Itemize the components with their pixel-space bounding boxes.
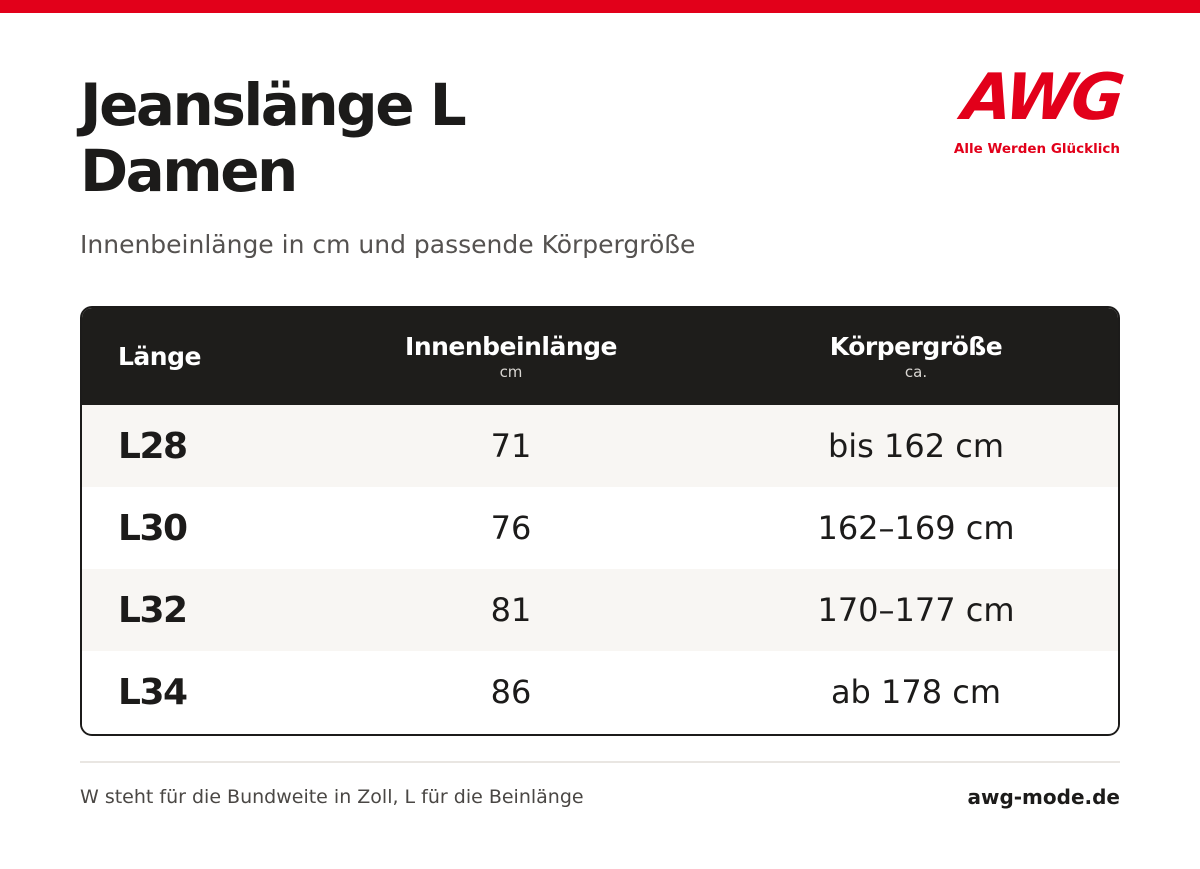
column-header-length-label: Länge: [118, 341, 201, 371]
cell-height: bis 162 cm: [827, 427, 1005, 465]
table-row: [82, 487, 1118, 569]
footer-divider: [80, 761, 1120, 763]
page-title-line-2: Damen: [80, 137, 296, 205]
cell-length: L30: [118, 507, 187, 549]
size-table: [80, 306, 1120, 736]
cell-inseam: 86: [490, 673, 532, 711]
cell-height: 170–177 cm: [817, 591, 1015, 629]
cell-length: L34: [118, 671, 187, 713]
page-title: [80, 72, 464, 204]
footer-note: W steht für die Bundweite in Zoll, L für die Beinlänge: [80, 786, 584, 808]
page-subtitle: Innenbeinlänge in cm und passende Körpergröße: [80, 230, 696, 259]
awg-logo: [946, 61, 1124, 160]
column-header-inseam-label: Innenbeinlänge: [405, 331, 617, 361]
cell-height: ab 178 cm: [830, 673, 1002, 711]
column-header-height-note: ca.: [904, 362, 928, 381]
page-title-line-1: Jeanslänge L: [80, 71, 465, 139]
cell-length: L32: [118, 589, 187, 631]
column-header-length: [118, 308, 318, 405]
column-header-inseam-unit: cm: [499, 362, 523, 381]
awg-logo-wordmark: AWG: [958, 61, 1124, 135]
cell-inseam: 76: [490, 509, 532, 547]
column-header-inseam: [311, 308, 711, 405]
table-row: [82, 405, 1118, 487]
column-header-height-label: Körpergröße: [829, 331, 1003, 361]
cell-height: 162–169 cm: [817, 509, 1015, 547]
column-header-height: [716, 308, 1116, 405]
cell-length: L28: [118, 425, 187, 467]
table-header: [82, 308, 1118, 405]
top-accent-bar: [0, 0, 1200, 13]
awg-logo-tagline: Alle Werden Glücklich: [953, 141, 1120, 157]
table-row: [82, 569, 1118, 651]
table-row: [82, 651, 1118, 733]
cell-inseam: 71: [490, 427, 532, 465]
website-link[interactable]: awg-mode.de: [967, 785, 1120, 809]
cell-inseam: 81: [490, 591, 532, 629]
